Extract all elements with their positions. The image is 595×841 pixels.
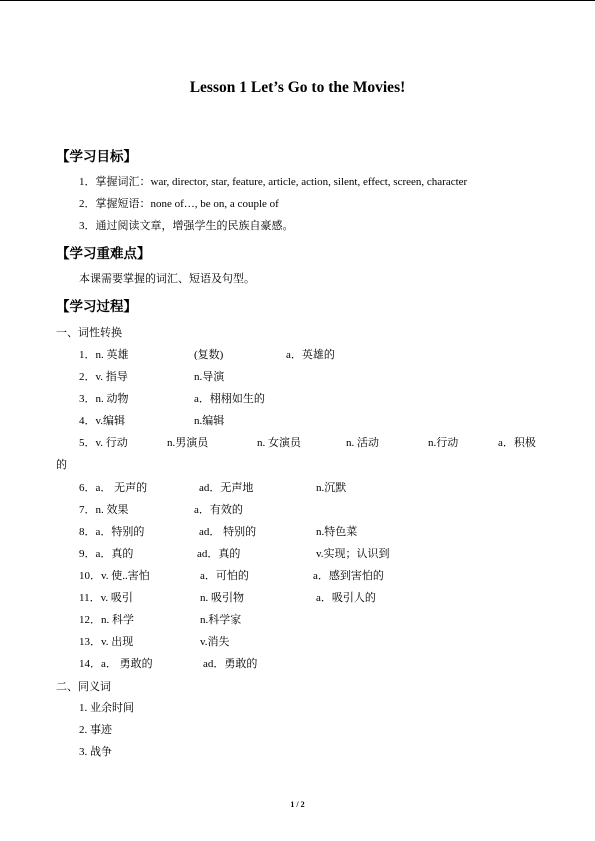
- row-10-col-1: 10．v. 使..害怕: [79, 570, 150, 582]
- row-5-col-2: n.男演员: [167, 437, 209, 449]
- row-5-wrap: 的: [56, 459, 67, 471]
- row-6-col-3: n.沉默: [316, 482, 347, 494]
- top-rule: [0, 0, 595, 1]
- synonym-item: 3. 战争: [79, 746, 112, 758]
- row-11-col-2: n. 吸引物: [200, 592, 244, 604]
- row-9-col-3: v.实现；认识到: [316, 548, 390, 560]
- row-7-col-2: a．有效的: [194, 504, 243, 516]
- part1-title: 一、词性转换: [56, 327, 122, 339]
- row-5-col-6: a．积极: [498, 437, 536, 449]
- row-12-col-2: n.科学家: [200, 614, 242, 626]
- row-12-col-1: 12．n. 科学: [79, 614, 134, 626]
- row-5-col-4: n. 活动: [346, 437, 379, 449]
- row-11-col-1: 11．v. 吸引: [79, 592, 133, 604]
- page-number: 1 / 2: [290, 800, 305, 809]
- part2-title: 二、同义词: [56, 681, 111, 693]
- synonym-item: 1. 业余时间: [79, 702, 134, 714]
- row-2-col-2: n.导演: [194, 371, 225, 383]
- row-1-col-2: (复数): [194, 349, 224, 361]
- row-11-col-3: a．吸引人的: [316, 592, 376, 604]
- row-8-col-2: ad． 特别的: [199, 526, 257, 538]
- row-14-col-1: 14．a． 勇敢的: [79, 658, 153, 670]
- row-5-col-3: n. 女演员: [257, 437, 301, 449]
- goal-item: 1．掌握词汇：war, director, star, feature, article, action, silent, effect, screen, character: [79, 176, 468, 188]
- row-14-col-2: ad．勇敢的: [203, 658, 258, 670]
- row-3-col-2: a．栩栩如生的: [194, 393, 265, 405]
- row-5-col-5: n.行动: [428, 437, 459, 449]
- synonym-item: 2. 事迹: [79, 724, 112, 736]
- row-1-col-3: a．英雄的: [286, 349, 335, 361]
- row-4-col-2: n.编辑: [194, 415, 225, 427]
- row-3-col-1: 3．n. 动物: [79, 393, 129, 405]
- key-points-text: 本课需要掌握的词汇、短语及句型。: [79, 273, 255, 285]
- goal-item: 3．通过阅读文章，增强学生的民族自豪感。: [79, 220, 294, 232]
- row-10-col-2: a．可怕的: [200, 570, 249, 582]
- row-9-col-1: 9．a．真的: [79, 548, 134, 560]
- goals-heading: 【学习目标】: [56, 149, 137, 165]
- row-10-col-3: a．感到害怕的: [313, 570, 384, 582]
- row-4-col-1: 4．v.编辑: [79, 415, 126, 427]
- process-heading: 【学习过程】: [56, 299, 137, 315]
- row-7-col-1: 7．n. 效果: [79, 504, 129, 516]
- row-8-col-1: 8．a．特别的: [79, 526, 145, 538]
- row-9-col-2: ad．真的: [197, 548, 241, 560]
- row-2-col-1: 2．v. 指导: [79, 371, 128, 383]
- row-6-col-2: ad．无声地: [199, 482, 254, 494]
- row-5-col-1: 5．v. 行动: [79, 437, 128, 449]
- lesson-title: Lesson 1 Let’s Go to the Movies!: [189, 79, 406, 96]
- row-8-col-3: n.特色菜: [316, 526, 358, 538]
- goal-item: 2．掌握短语：none of…, be on, a couple of: [79, 198, 279, 210]
- row-6-col-1: 6．a． 无声的: [79, 482, 148, 494]
- row-13-col-1: 13．v. 出现: [79, 636, 134, 648]
- key-points-heading: 【学习重难点】: [56, 246, 151, 262]
- row-1-col-1: 1．n. 英雄: [79, 349, 129, 361]
- row-13-col-2: v.消失: [200, 636, 230, 648]
